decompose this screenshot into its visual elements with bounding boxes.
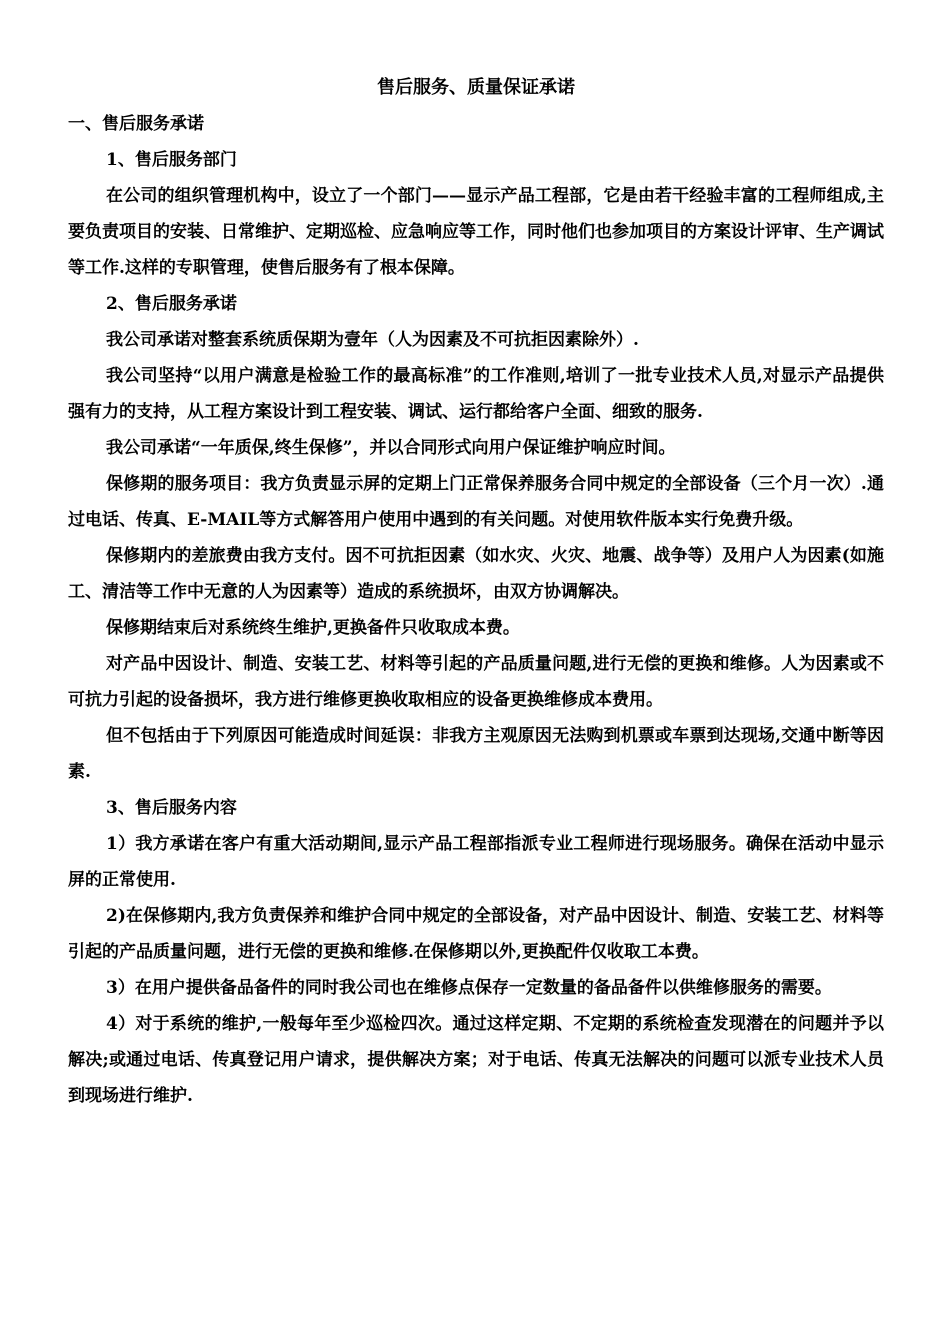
paragraph: 2)在保修期内,我方负责保养和维护合同中规定的全部设备，对产品中因设计、制造、安装工艺、材料等引起的产品质量问题，进行无偿的更换和维修.在保修期以外,更换配件仅收取工本费。: [68, 906, 884, 962]
paragraph: 在公司的组织管理机构中，设立了一个部门——显示产品工程部，它是由若干经验丰富的工程师组成,主要负责项目的安装、日常维护、定期巡检、应急响应等工作，同时他们也参加项目的方案设计评审、生产调试等工作.这样的专职管理，使售后服务有了根本保障。: [68, 186, 884, 278]
paragraph: 我公司坚持“以用户满意是检验工作的最高标准”的工作准则,培训了一批专业技术人员,对显示产品提供强有力的支持，从工程方案设计到工程安装、调试、运行都给客户全面、细致的服务.: [68, 366, 884, 422]
paragraph: 但不包括由于下列原因可能造成时间延误：非我方主观原因无法购到机票或车票到达现场,交通中断等因素.: [68, 726, 884, 782]
document-title: 售后服务、质量保证承诺: [377, 77, 575, 98]
subsection-heading: 1、售后服务部门: [106, 150, 237, 170]
subsection-heading: 2、售后服务承诺: [106, 294, 237, 314]
paragraph: 我公司承诺对整套系统质保期为壹年（人为因素及不可抗拒因素除外）.: [106, 330, 639, 350]
paragraph: 对产品中因设计、制造、安装工艺、材料等引起的产品质量问题,进行无偿的更换和维修。人为因素或不可抗力引起的设备损坏，我方进行维修更换收取相应的设备更换维修成本费用。: [68, 654, 884, 710]
paragraph: 保修期内的差旅费由我方支付。因不可抗拒因素（如水灾、火灾、地震、战争等）及用户人为因素(如施工、清洁等工作中无意的人为因素等）造成的系统损坏，由双方协调解决。: [68, 546, 884, 602]
subsection-heading: 3、售后服务内容: [106, 798, 237, 818]
paragraph: 保修期的服务项目：我方负责显示屏的定期上门正常保养服务合同中规定的全部设备（三个月一次）.通过电话、传真、E-MAIL等方式解答用户使用中遇到的有关问题。对使用软件版本实行免费升级。: [68, 474, 884, 530]
section-heading: 一、售后服务承诺: [68, 114, 204, 134]
paragraph: 3）在用户提供备品备件的同时我公司也在维修点保存一定数量的备品备件以供维修服务的需要。: [106, 978, 832, 998]
document-page: [68, 70, 884, 1114]
paragraph: 4）对于系统的维护,一般每年至少巡检四次。通过这样定期、不定期的系统检查发现潜在的问题并予以解决;或通过电话、传真登记用户请求，提供解决方案；对于电话、传真无法解决的问题可以派专业技术人员到现场进行维护.: [68, 1014, 884, 1106]
paragraph: 1）我方承诺在客户有重大活动期间,显示产品工程部指派专业工程师进行现场服务。确保在活动中显示屏的正常使用.: [68, 834, 884, 890]
paragraph: 保修期结束后对系统终生维护,更换备件只收取成本费。: [106, 618, 520, 638]
paragraph: 我公司承诺“一年质保,终生保修”，并以合同形式向用户保证维护响应时间。: [106, 438, 676, 458]
